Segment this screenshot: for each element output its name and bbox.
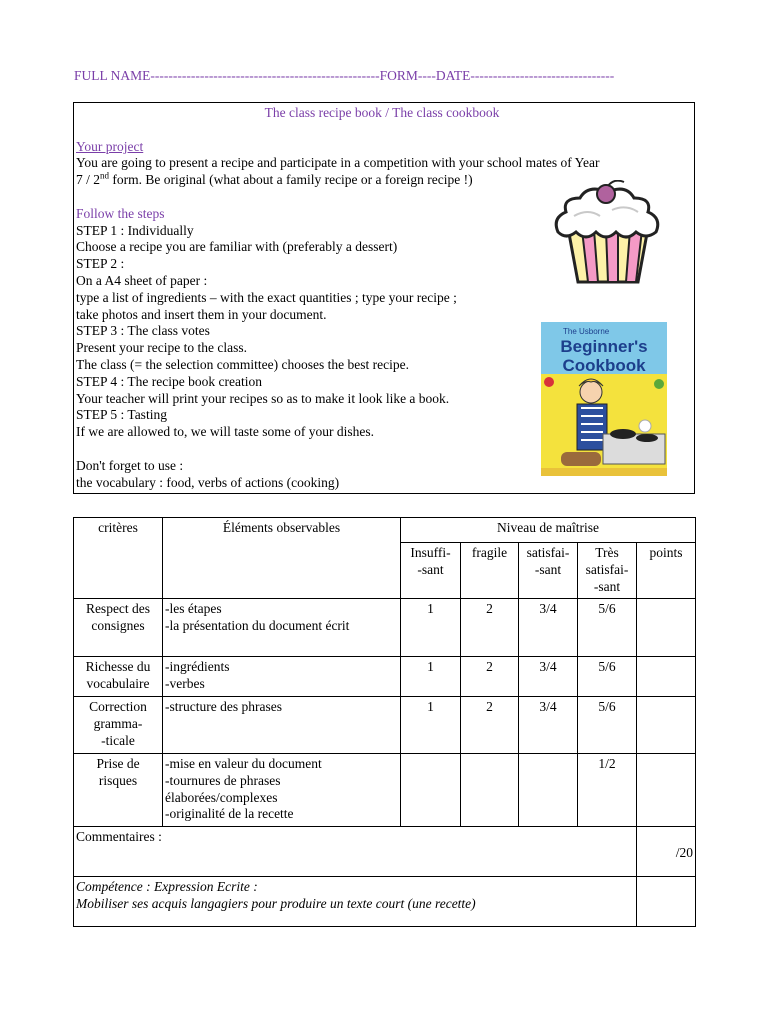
step-line: type a list of ingredients – with the exact quantities ; type your recipe ;: [76, 289, 457, 305]
step-line: STEP 3 : The class votes: [76, 323, 210, 339]
score-cell: 2: [461, 599, 519, 657]
level-header: satisfai- -sant: [519, 543, 578, 599]
points-cell[interactable]: [637, 657, 696, 697]
project-heading: Your project: [76, 138, 144, 154]
competence-description: Mobiliser ses acquis langagiers pour produire un texte court (une recette): [76, 895, 476, 911]
comments-cell[interactable]: Commentaires :: [74, 827, 637, 877]
score-cell: 1/2: [578, 754, 637, 827]
elements-cell: -mise en valeur du document -tournures de phrases élaborées/complexes -originalité de la recette: [163, 754, 401, 827]
points-cell[interactable]: [637, 599, 696, 657]
score-cell: 1: [401, 697, 461, 754]
step-line: Your teacher will print your recipes so as to make it look like a book.: [76, 390, 450, 406]
score-cell: [461, 754, 519, 827]
header-niveau: Niveau de maîtrise: [401, 518, 696, 543]
score-cell: [519, 754, 578, 827]
competence-title: Compétence : Expression Ecrite :: [76, 879, 258, 894]
points-cell[interactable]: [637, 697, 696, 754]
score-cell: 3/4: [519, 657, 578, 697]
project-year: 7 / 2: [76, 172, 101, 188]
score-cell: 5/6: [578, 657, 637, 697]
step-line: STEP 1 : Individually: [76, 222, 194, 238]
cookbook-publisher: The Usborne: [563, 327, 610, 336]
criterion-cell: Respect des consignes: [74, 599, 163, 657]
total-score-cell[interactable]: /20: [637, 827, 696, 877]
points-cell[interactable]: [637, 754, 696, 827]
level-header: Très satisfai- -sant: [578, 543, 637, 599]
competence-score-cell[interactable]: [637, 877, 696, 927]
step-line: STEP 5 : Tasting: [76, 407, 167, 423]
student-info-line: FULL NAME---------------------------------------------------FORM----DATE--------------------------------: [74, 68, 615, 83]
table-row: [74, 599, 696, 657]
table-row: [74, 754, 696, 827]
score-cell: 1: [401, 599, 461, 657]
score-cell: 2: [461, 697, 519, 754]
score-cell: 2: [461, 657, 519, 697]
header-points: points: [637, 543, 696, 599]
score-cell: [401, 754, 461, 827]
level-header: Insuffi- -sant: [401, 543, 461, 599]
header-elements: Éléments observables: [163, 518, 401, 599]
project-text-rest: form. Be original (what about a family recipe or a foreign recipe !): [109, 172, 473, 188]
steps-heading: Follow the steps: [76, 205, 165, 221]
level-header: fragile: [461, 543, 519, 599]
step-line: STEP 2 :: [76, 256, 125, 272]
score-cell: 1: [401, 657, 461, 697]
cookbook-title-line-1: Beginner's: [560, 337, 648, 356]
step-line: If we are allowed to, we will taste some of your dishes.: [76, 424, 375, 440]
step-line: On a A4 sheet of paper :: [76, 272, 208, 288]
cookbook-cover-image: [541, 322, 667, 476]
criterion-cell: Prise de risques: [74, 754, 163, 827]
table-row: [74, 697, 696, 754]
score-cell: 5/6: [578, 697, 637, 754]
ordinal-suffix: nd: [100, 170, 110, 181]
step-line: take photos and insert them in your document.: [76, 306, 327, 322]
cookbook-title-line-2: Cookbook: [562, 356, 646, 375]
step-line: Present your recipe to the class.: [76, 340, 247, 356]
competence-cell: [74, 877, 637, 927]
elements-cell: -ingrédients -verbes: [163, 657, 401, 697]
reminder-line-1: Don't forget to use :: [76, 457, 184, 473]
elements-cell: -les étapes -la présentation du document écrit: [163, 599, 401, 657]
score-cell: 3/4: [519, 599, 578, 657]
step-line: Choose a recipe you are familiar with (preferably a dessert): [76, 239, 398, 255]
criterion-cell: Richesse du vocabulaire: [74, 657, 163, 697]
header-criteres: critères: [74, 518, 163, 599]
assessment-rubric-table: [73, 517, 696, 927]
project-text-line-1: You are going to present a recipe and participate in a competition with your school mates of Year: [76, 155, 600, 171]
score-cell: 3/4: [519, 697, 578, 754]
criterion-cell: Correction gramma- -ticale: [74, 697, 163, 754]
score-cell: 5/6: [578, 599, 637, 657]
elements-cell: -structure des phrases: [163, 697, 401, 754]
cupcake-illustration: [548, 180, 666, 284]
table-row: [74, 657, 696, 697]
step-line: The class (= the selection committee) chooses the best recipe.: [76, 356, 409, 372]
assignment-title: The class recipe book / The class cookbook: [264, 105, 500, 120]
reminder-line-2: the vocabulary : food, verbs of actions (cooking): [76, 474, 340, 490]
step-line: STEP 4 : The recipe book creation: [76, 373, 262, 389]
